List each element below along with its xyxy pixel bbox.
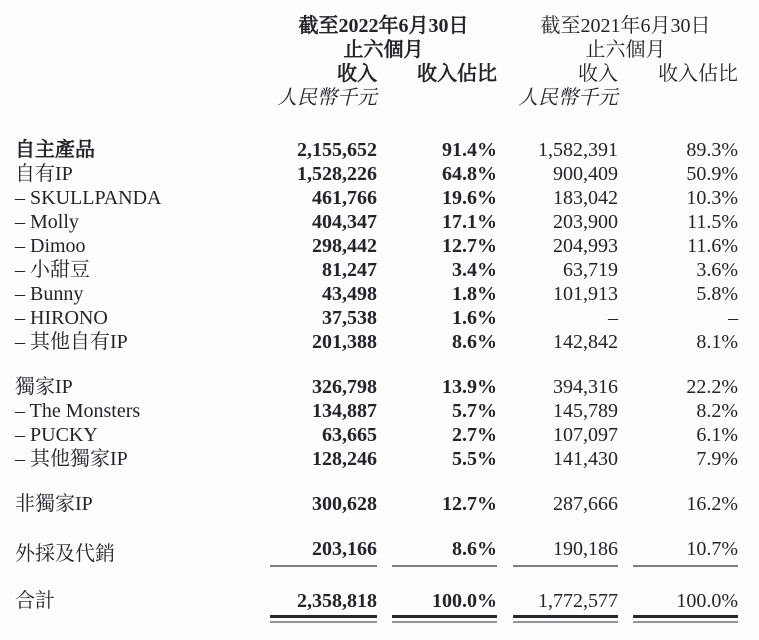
spacer-cell — [15, 354, 738, 375]
gap-cell — [618, 210, 633, 234]
spacer-row — [15, 516, 738, 537]
share-2022-value: 1.8% — [452, 283, 498, 305]
unit-label-2021: 人民幣千元 — [518, 87, 619, 109]
share-2022-value: 13.9% — [442, 376, 498, 398]
gap-cell — [618, 138, 633, 162]
unit-row — [15, 86, 738, 138]
share-2021-value: 22.2% — [686, 376, 739, 398]
share-2021-value: 6.1% — [696, 424, 739, 446]
share-2022-value: 1.6% — [452, 307, 498, 329]
gap-cell — [377, 423, 392, 447]
gap-cell — [618, 306, 633, 330]
gap-cell — [497, 399, 513, 423]
share-2022-value: 100.0% — [432, 590, 498, 612]
period-2021-line1: 截至2021年6月30日 — [540, 15, 711, 37]
gap-cell — [377, 306, 392, 330]
header-gap — [497, 38, 513, 62]
share-2022-value: 3.4% — [452, 259, 498, 281]
col-header-revenue-2022: 收入 — [337, 63, 377, 85]
row-label: 自有IP — [15, 163, 73, 185]
gap-cell — [377, 589, 392, 613]
gap-cell — [377, 138, 392, 162]
share-2021-value: 50.9% — [686, 163, 739, 185]
revenue-2022-value: 81,247 — [322, 259, 377, 281]
header-spacer — [15, 38, 270, 62]
gap-cell — [618, 234, 633, 258]
gap-cell — [497, 234, 513, 258]
spacer-cell — [15, 566, 738, 589]
revenue-2022-value: 37,538 — [322, 307, 377, 329]
revenue-2022-value: 201,388 — [312, 331, 377, 353]
col-header-share-2022: 收入佔比 — [417, 63, 498, 85]
share-2021-value: 7.9% — [696, 448, 739, 470]
revenue-2022-value: 300,628 — [312, 493, 377, 515]
spacer-row — [15, 354, 738, 375]
share-2021-value: 10.3% — [686, 187, 739, 209]
row-label: 外採及代銷 — [15, 543, 115, 565]
revenue-2021-value: 101,913 — [553, 283, 619, 305]
spacer-row — [15, 471, 738, 492]
revenue-2021-value: 204,993 — [553, 235, 619, 257]
header-spacer — [15, 86, 270, 138]
share-2022-value: 64.8% — [442, 163, 498, 185]
header-gap — [392, 86, 497, 138]
revenue-2022-value: 2,358,818 — [297, 590, 377, 612]
period-row-line2 — [15, 38, 738, 62]
gap-cell — [497, 258, 513, 282]
row-label: – 小甜豆 — [15, 259, 90, 281]
row-label: 非獨家IP — [15, 493, 93, 515]
gap-cell — [497, 306, 513, 330]
row-label: 合計 — [15, 590, 55, 612]
total-double-rule-row — [15, 613, 738, 623]
gap-cell — [497, 423, 513, 447]
share-2021-value: 89.3% — [686, 139, 739, 161]
header-gap — [618, 86, 633, 138]
revenue-2021-value: 183,042 — [553, 187, 619, 209]
header-spacer — [15, 14, 270, 38]
gap-cell — [377, 234, 392, 258]
gap-cell — [377, 399, 392, 423]
revenue-2021-value: 394,316 — [553, 376, 619, 398]
row-label: – HIRONO — [15, 307, 108, 329]
revenue-2021-value: 142,842 — [553, 331, 619, 353]
share-2022-value: 17.1% — [442, 211, 498, 233]
revenue-2021-value: 1,582,391 — [538, 139, 619, 161]
table-row — [15, 589, 738, 613]
spacer-row — [15, 566, 738, 589]
share-2021-value: 11.6% — [687, 235, 739, 257]
share-2021-value: 16.2% — [686, 493, 739, 515]
gap-cell — [377, 162, 392, 186]
gap-cell — [497, 375, 513, 399]
table-row — [15, 375, 738, 399]
gap-cell — [497, 138, 513, 162]
table-header — [15, 14, 738, 138]
revenue-2022-value: 404,347 — [312, 211, 377, 233]
revenue-2021-value: 203,900 — [553, 211, 619, 233]
revenue-2022-value: 203,166 — [270, 537, 377, 566]
gap-cell — [497, 330, 513, 354]
double-rule-line — [513, 615, 618, 623]
double-rule-segment — [270, 613, 377, 623]
gap-cell — [377, 210, 392, 234]
unit-label-2022: 人民幣千元 — [277, 87, 377, 109]
revenue-2022-value: 326,798 — [312, 376, 377, 398]
spacer-cell — [15, 516, 738, 537]
header-gap — [377, 62, 392, 86]
revenue-2022-value: 2,155,652 — [297, 139, 377, 161]
share-2022-value: 12.7% — [442, 493, 498, 515]
gap-cell — [618, 258, 633, 282]
row-label: 自主產品 — [15, 139, 95, 161]
revenue-2021-value: – — [608, 307, 619, 329]
gap-cell — [618, 282, 633, 306]
period-2022-line1: 截至2022年6月30日 — [298, 15, 469, 37]
gap-cell — [377, 186, 392, 210]
period-2022-line2: 止六個月 — [343, 39, 424, 61]
gap-cell — [497, 282, 513, 306]
table-body — [15, 138, 738, 623]
gap-cell — [377, 447, 392, 471]
share-2021-value: 8.2% — [696, 400, 739, 422]
gap-cell — [618, 447, 633, 471]
gap-cell — [497, 613, 513, 623]
row-label: – The Monsters — [15, 400, 141, 422]
gap-cell — [618, 399, 633, 423]
revenue-2022-value: 461,766 — [312, 187, 377, 209]
table-row — [15, 330, 738, 354]
share-2021-value: 8.1% — [696, 331, 739, 353]
row-label: – Dimoo — [15, 235, 86, 257]
row-label: 獨家IP — [15, 376, 73, 398]
row-label: – 其他獨家IP — [15, 448, 128, 470]
gap-cell — [497, 447, 513, 471]
row-label: – 其他自有IP — [15, 331, 128, 353]
revenue-2021-value: 190,186 — [513, 537, 618, 566]
table-row — [15, 492, 738, 516]
table-row — [15, 138, 738, 162]
rule-spacer — [15, 613, 270, 623]
column-header-row — [15, 62, 738, 86]
double-rule-line — [270, 615, 377, 623]
revenue-2022-value: 134,887 — [312, 400, 377, 422]
row-label: – Molly — [15, 211, 79, 233]
revenue-2021-value: 145,789 — [553, 400, 619, 422]
revenue-2021-value: 900,409 — [553, 163, 619, 185]
gap-cell — [377, 613, 392, 623]
header-gap — [633, 86, 738, 138]
gap-cell — [377, 375, 392, 399]
revenue-2021-value: 63,719 — [563, 259, 619, 281]
revenue-2022-value: 298,442 — [312, 235, 377, 257]
gap-cell — [618, 423, 633, 447]
share-2022-value: 8.6% — [452, 331, 498, 353]
gap-cell — [377, 492, 392, 516]
revenue-breakdown-table — [15, 14, 738, 623]
period-2021-line2: 止六個月 — [585, 39, 666, 61]
table-row — [15, 234, 738, 258]
header-gap — [618, 62, 633, 86]
share-2022-value: 5.7% — [452, 400, 498, 422]
header-gap — [377, 86, 392, 138]
double-rule-line — [392, 615, 497, 623]
share-2021-value: 5.8% — [696, 283, 739, 305]
share-2021-value: 11.5% — [687, 211, 739, 233]
table-row — [15, 186, 738, 210]
gap-cell — [377, 258, 392, 282]
revenue-2022-value: 43,498 — [322, 283, 377, 305]
table-row — [15, 399, 738, 423]
header-gap — [497, 62, 513, 86]
revenue-2021-value: 141,430 — [553, 448, 619, 470]
col-header-revenue-2021: 收入 — [578, 63, 619, 85]
table-row — [15, 537, 738, 566]
gap-cell — [618, 613, 633, 623]
row-label: – Bunny — [15, 283, 84, 305]
revenue-2022-value: 1,528,226 — [297, 163, 377, 185]
share-2022-value: 8.6% — [392, 537, 497, 566]
header-gap — [497, 14, 513, 38]
share-2022-value: 91.4% — [442, 139, 498, 161]
share-2022-value: 2.7% — [452, 424, 498, 446]
revenue-2022-value: 63,665 — [322, 424, 377, 446]
gap-cell — [497, 537, 513, 566]
gap-cell — [377, 330, 392, 354]
gap-cell — [497, 492, 513, 516]
gap-cell — [618, 330, 633, 354]
gap-cell — [497, 589, 513, 613]
double-rule-segment — [513, 613, 618, 623]
gap-cell — [618, 589, 633, 613]
revenue-2021-value: 287,666 — [553, 493, 619, 515]
gap-cell — [618, 186, 633, 210]
col-header-share-2021: 收入佔比 — [658, 63, 739, 85]
share-2021-value: 3.6% — [696, 259, 739, 281]
header-spacer — [15, 62, 270, 86]
revenue-2022-value: 128,246 — [312, 448, 377, 470]
table-row — [15, 282, 738, 306]
revenue-2021-value: 107,097 — [553, 424, 619, 446]
share-2022-value: 19.6% — [442, 187, 498, 209]
share-2021-value: 100.0% — [676, 590, 739, 612]
double-rule-segment — [392, 613, 497, 623]
row-label: – SKULLPANDA — [15, 187, 162, 209]
gap-cell — [377, 537, 392, 566]
gap-cell — [377, 282, 392, 306]
double-rule-line — [633, 615, 738, 623]
spacer-cell — [15, 471, 738, 492]
period-row-line1 — [15, 14, 738, 38]
share-2022-value: 12.7% — [442, 235, 498, 257]
gap-cell — [497, 210, 513, 234]
gap-cell — [497, 186, 513, 210]
gap-cell — [618, 492, 633, 516]
table-row — [15, 162, 738, 186]
share-2021-value: – — [728, 307, 739, 329]
table-row — [15, 210, 738, 234]
share-2022-value: 5.5% — [452, 448, 498, 470]
table-row — [15, 423, 738, 447]
gap-cell — [497, 162, 513, 186]
gap-cell — [618, 162, 633, 186]
row-label: – PUCKY — [15, 424, 98, 446]
header-gap — [497, 86, 513, 138]
table-row — [15, 306, 738, 330]
table-row — [15, 258, 738, 282]
table-row — [15, 447, 738, 471]
revenue-2021-value: 1,772,577 — [538, 590, 619, 612]
gap-cell — [618, 537, 633, 566]
gap-cell — [618, 375, 633, 399]
double-rule-segment — [633, 613, 738, 623]
share-2021-value: 10.7% — [633, 537, 738, 566]
